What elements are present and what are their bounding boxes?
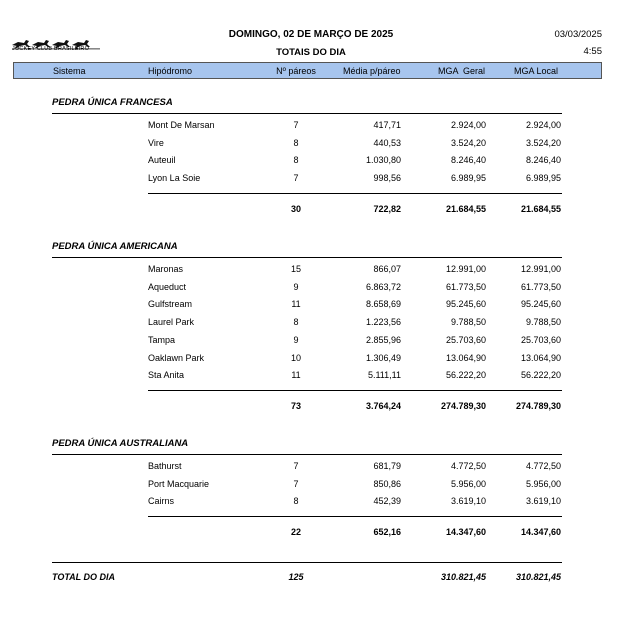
subtotal-mga-local: 274.789,30 bbox=[515, 400, 561, 411]
pareos-cell: 8 bbox=[293, 317, 299, 328]
pareos-cell: 9 bbox=[293, 334, 299, 345]
hipodromo-cell: Lyon La Soie bbox=[148, 173, 201, 184]
mga-local-cell: 56.222,20 bbox=[520, 370, 561, 381]
grand-total-mga-geral: 310.821,45 bbox=[440, 572, 486, 582]
pareos-cell: 11 bbox=[291, 299, 301, 310]
media-cell: 998,56 bbox=[373, 173, 401, 184]
mga-geral-cell: 5.956,00 bbox=[450, 478, 486, 489]
hipodromo-cell: Auteuil bbox=[148, 155, 176, 166]
subtotal-pareos: 30 bbox=[290, 203, 301, 214]
media-cell: 440,53 bbox=[373, 137, 401, 148]
media-cell: 8.658,69 bbox=[365, 299, 401, 310]
media-cell: 417,71 bbox=[373, 120, 401, 130]
media-cell: 866,07 bbox=[373, 264, 401, 274]
mga-local-cell: 13.064,90 bbox=[520, 352, 561, 363]
report-subtitle: TOTAIS DO DIA bbox=[276, 47, 346, 58]
grand-total-pareos: 125 bbox=[288, 572, 304, 582]
mga-local-cell: 61.773,50 bbox=[520, 281, 561, 292]
subtotal-mga-geral: 14.347,60 bbox=[445, 527, 486, 538]
section-title: PEDRA ÚNICA FRANCESA bbox=[52, 97, 173, 108]
subtotal-rule bbox=[148, 390, 562, 391]
media-cell: 850,86 bbox=[373, 478, 401, 489]
section-title: PEDRA ÚNICA AMERICANA bbox=[52, 241, 178, 252]
column-header-media: Média p/páreo bbox=[343, 66, 401, 76]
mga-geral-cell: 9.788,50 bbox=[450, 317, 486, 328]
mga-local-cell: 8.246,40 bbox=[525, 155, 561, 166]
mga-geral-cell: 12.991,00 bbox=[445, 264, 486, 274]
mga-geral-cell: 95.245,60 bbox=[445, 299, 486, 310]
pareos-cell: 15 bbox=[290, 264, 301, 274]
logo-text: JOCKEY CLUB BRASILEIRO bbox=[12, 46, 90, 52]
mga-geral-cell: 13.064,90 bbox=[445, 352, 486, 363]
media-cell: 1.223,56 bbox=[365, 317, 401, 328]
media-cell: 452,39 bbox=[373, 496, 401, 507]
media-cell: 1.030,80 bbox=[365, 155, 401, 166]
media-cell: 681,79 bbox=[373, 461, 401, 471]
mga-geral-cell: 25.703,60 bbox=[445, 334, 486, 345]
pareos-cell: 7 bbox=[293, 478, 299, 489]
mga-local-cell: 2.924,00 bbox=[525, 120, 561, 130]
section-rule bbox=[52, 257, 562, 258]
pareos-cell: 11 bbox=[291, 370, 301, 381]
grand-total-rule bbox=[52, 562, 562, 563]
mga-geral-cell: 8.246,40 bbox=[450, 155, 486, 166]
subtotal-media: 3.764,24 bbox=[365, 400, 401, 411]
mga-local-cell: 12.991,00 bbox=[520, 264, 561, 274]
mga-geral-cell: 3.619,10 bbox=[450, 496, 486, 507]
hipodromo-cell: Tampa bbox=[148, 334, 176, 345]
mga-local-cell: 6.989,95 bbox=[525, 173, 561, 184]
grand-total-mga-local: 310.821,45 bbox=[515, 572, 561, 582]
media-cell: 5.111,11 bbox=[367, 370, 401, 381]
subtotal-pareos: 73 bbox=[290, 400, 301, 411]
subtotal-mga-geral: 274.789,30 bbox=[440, 400, 486, 411]
report-date: 03/03/2025 bbox=[554, 29, 602, 40]
subtotal-rule bbox=[148, 516, 562, 517]
pareos-cell: 8 bbox=[293, 137, 299, 148]
pareos-cell: 8 bbox=[293, 155, 299, 166]
pareos-cell: 9 bbox=[293, 281, 299, 292]
column-header-sistema: Sistema bbox=[53, 66, 86, 76]
mga-local-cell: 25.703,60 bbox=[520, 334, 561, 345]
hipodromo-cell: Gulfstream bbox=[148, 299, 193, 310]
mga-geral-cell: 4.772,50 bbox=[450, 461, 486, 471]
hipodromo-cell: Sta Anita bbox=[148, 370, 185, 381]
mga-local-cell: 3.524,20 bbox=[525, 137, 561, 148]
mga-geral-cell: 6.989,95 bbox=[450, 173, 486, 184]
subtotal-mga-local: 14.347,60 bbox=[520, 527, 561, 538]
report-title: DOMINGO, 02 DE MARÇO DE 2025 bbox=[228, 29, 394, 40]
mga-geral-cell: 61.773,50 bbox=[445, 281, 486, 292]
mga-local-cell: 3.619,10 bbox=[525, 496, 561, 507]
section-title: PEDRA ÚNICA AUSTRALIANA bbox=[52, 438, 189, 449]
subtotal-mga-geral: 21.684,55 bbox=[445, 203, 486, 214]
hipodromo-cell: Maronas bbox=[148, 264, 184, 274]
mga-local-cell: 95.245,60 bbox=[520, 299, 561, 310]
report-time: 4:55 bbox=[583, 46, 602, 57]
column-header-mga-local: MGA Local bbox=[514, 66, 559, 76]
mga-local-cell: 5.956,00 bbox=[525, 478, 561, 489]
column-header-pareos: Nº páreos bbox=[276, 66, 316, 76]
hipodromo-cell: Mont De Marsan bbox=[148, 120, 215, 130]
subtotal-pareos: 22 bbox=[290, 527, 301, 538]
mga-geral-cell: 56.222,20 bbox=[445, 370, 486, 381]
subtotal-media: 652,16 bbox=[373, 527, 401, 538]
section-rule bbox=[52, 113, 562, 114]
pareos-cell: 7 bbox=[293, 120, 299, 130]
hipodromo-cell: Cairns bbox=[148, 496, 175, 507]
hipodromo-cell: Aqueduct bbox=[148, 281, 187, 292]
media-cell: 2.855,96 bbox=[365, 334, 401, 345]
column-header-mga-geral: MGA Geral bbox=[438, 66, 486, 76]
pareos-cell: 7 bbox=[293, 461, 299, 471]
hipodromo-cell: Vire bbox=[148, 137, 164, 148]
mga-local-cell: 4.772,50 bbox=[525, 461, 561, 471]
mga-geral-cell: 2.924,00 bbox=[450, 120, 486, 130]
hipodromo-cell: Port Macquarie bbox=[148, 478, 210, 489]
media-cell: 1.306,49 bbox=[365, 352, 401, 363]
subtotal-media: 722,82 bbox=[373, 203, 401, 214]
pareos-cell: 10 bbox=[290, 352, 301, 363]
hipodromo-cell: Oaklawn Park bbox=[148, 352, 205, 363]
pareos-cell: 8 bbox=[293, 496, 299, 507]
pareos-cell: 7 bbox=[293, 173, 299, 184]
hipodromo-cell: Laurel Park bbox=[148, 317, 195, 328]
hipodromo-cell: Bathurst bbox=[148, 461, 182, 471]
media-cell: 6.863,72 bbox=[365, 281, 401, 292]
mga-geral-cell: 3.524,20 bbox=[450, 137, 486, 148]
mga-local-cell: 9.788,50 bbox=[525, 317, 561, 328]
subtotal-rule bbox=[148, 193, 562, 194]
subtotal-mga-local: 21.684,55 bbox=[520, 203, 561, 214]
column-header-hipodromo: Hipódromo bbox=[148, 66, 193, 76]
grand-total-label: TOTAL DO DIA bbox=[52, 572, 115, 582]
section-rule bbox=[52, 454, 562, 455]
